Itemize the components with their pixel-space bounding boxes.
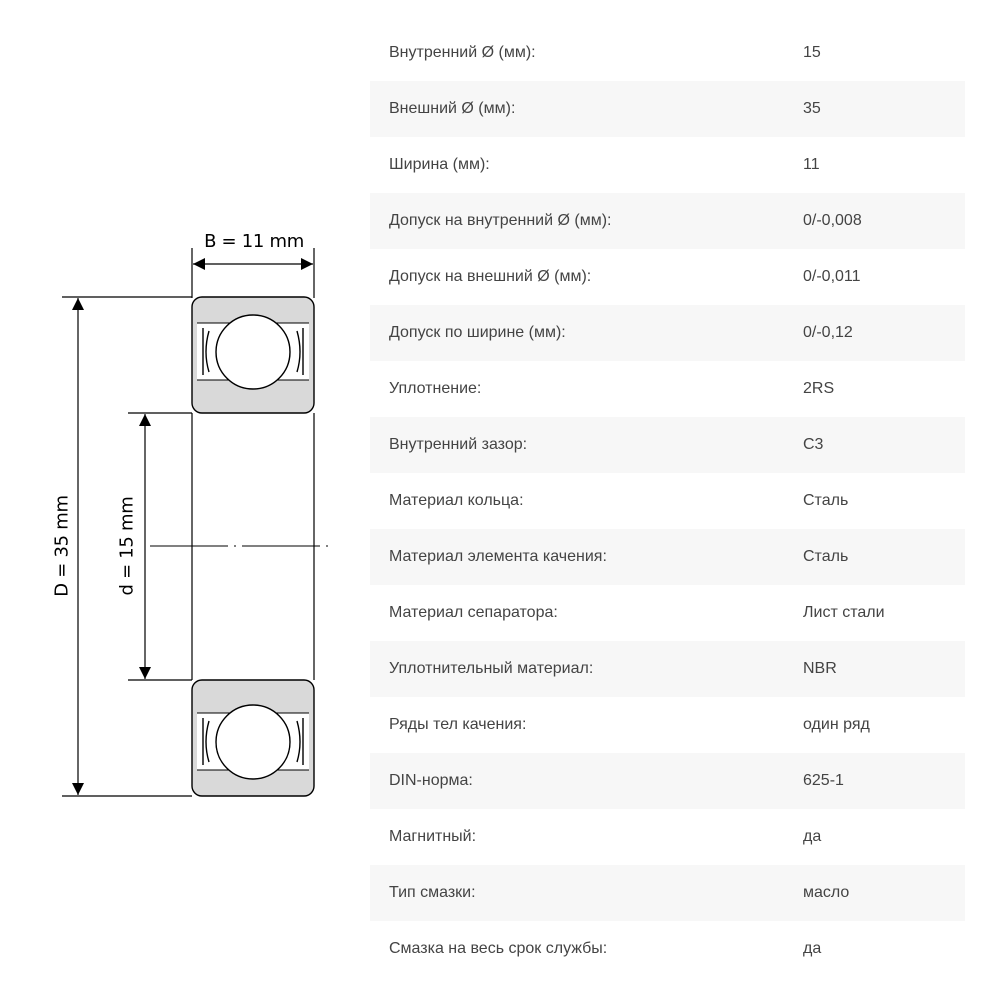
spec-label: Магнитный: [389,828,477,845]
spec-row [370,473,965,529]
spec-label: Внутренний Ø (мм): [389,44,536,61]
spec-label: Материал сепаратора: [389,604,558,621]
spec-row [370,25,965,81]
ball-bottom [216,705,290,779]
spec-label: Допуск на внешний Ø (мм): [389,268,592,285]
spec-row [370,417,965,473]
spec-row [370,249,965,305]
spec-value: 15 [803,44,821,61]
spec-row [370,137,965,193]
bearing-drawing [0,0,370,1000]
spec-row [370,865,965,921]
spec-label: Смазка на весь срок службы: [389,940,608,957]
spec-label: Ряды тел качения: [389,716,527,733]
spec-label: Уплотнение: [389,380,482,397]
spec-row [370,585,965,641]
spec-row [370,809,965,865]
spec-value: Сталь [803,548,849,565]
spec-value: да [803,940,822,957]
width-dimension [192,248,314,298]
spec-row [370,193,965,249]
spec-value: да [803,828,822,845]
bearing-section-bottom [192,680,314,796]
spec-value: 625-1 [803,772,844,789]
spec-label: Ширина (мм): [389,156,490,173]
spec-row [370,305,965,361]
spec-value: 2RS [803,380,835,397]
spec-row [370,697,965,753]
inner-diameter-label: d = 15 mm [116,496,138,596]
spec-value: масло [803,884,850,901]
ball-top [216,315,290,389]
width-label: B = 11 mm [204,231,304,252]
spec-value: 0/-0,011 [803,268,861,285]
spec-label: Материал элемента качения: [389,548,607,565]
spec-label: Допуск на внутренний Ø (мм): [389,212,612,229]
spec-row [370,921,965,977]
spec-row [370,641,965,697]
spec-value: NBR [803,660,837,677]
spec-row [370,753,965,809]
spec-label: Уплотнительный материал: [389,660,594,677]
spec-table [370,25,965,977]
spec-row [370,529,965,585]
spec-label: Материал кольца: [389,492,524,509]
spec-label: Тип смазки: [389,884,476,901]
bearing-section-top [192,297,314,413]
spec-value: C3 [803,436,824,453]
spec-label: Допуск по ширине (мм): [389,324,566,341]
outer-diameter-label: D = 35 mm [51,495,73,597]
spec-value: один ряд [803,716,870,733]
spec-value: Лист стали [803,604,885,621]
spec-value: Сталь [803,492,849,509]
spec-row [370,81,965,137]
spec-label: DIN-норма: [389,772,473,789]
spec-value: 35 [803,100,821,117]
spec-value: 0/-0,12 [803,324,853,341]
spec-label: Внешний Ø (мм): [389,100,516,117]
spec-value: 0/-0,008 [803,212,862,229]
spec-row [370,361,965,417]
spec-label: Внутренний зазор: [389,436,528,453]
spec-value: 11 [803,156,820,173]
